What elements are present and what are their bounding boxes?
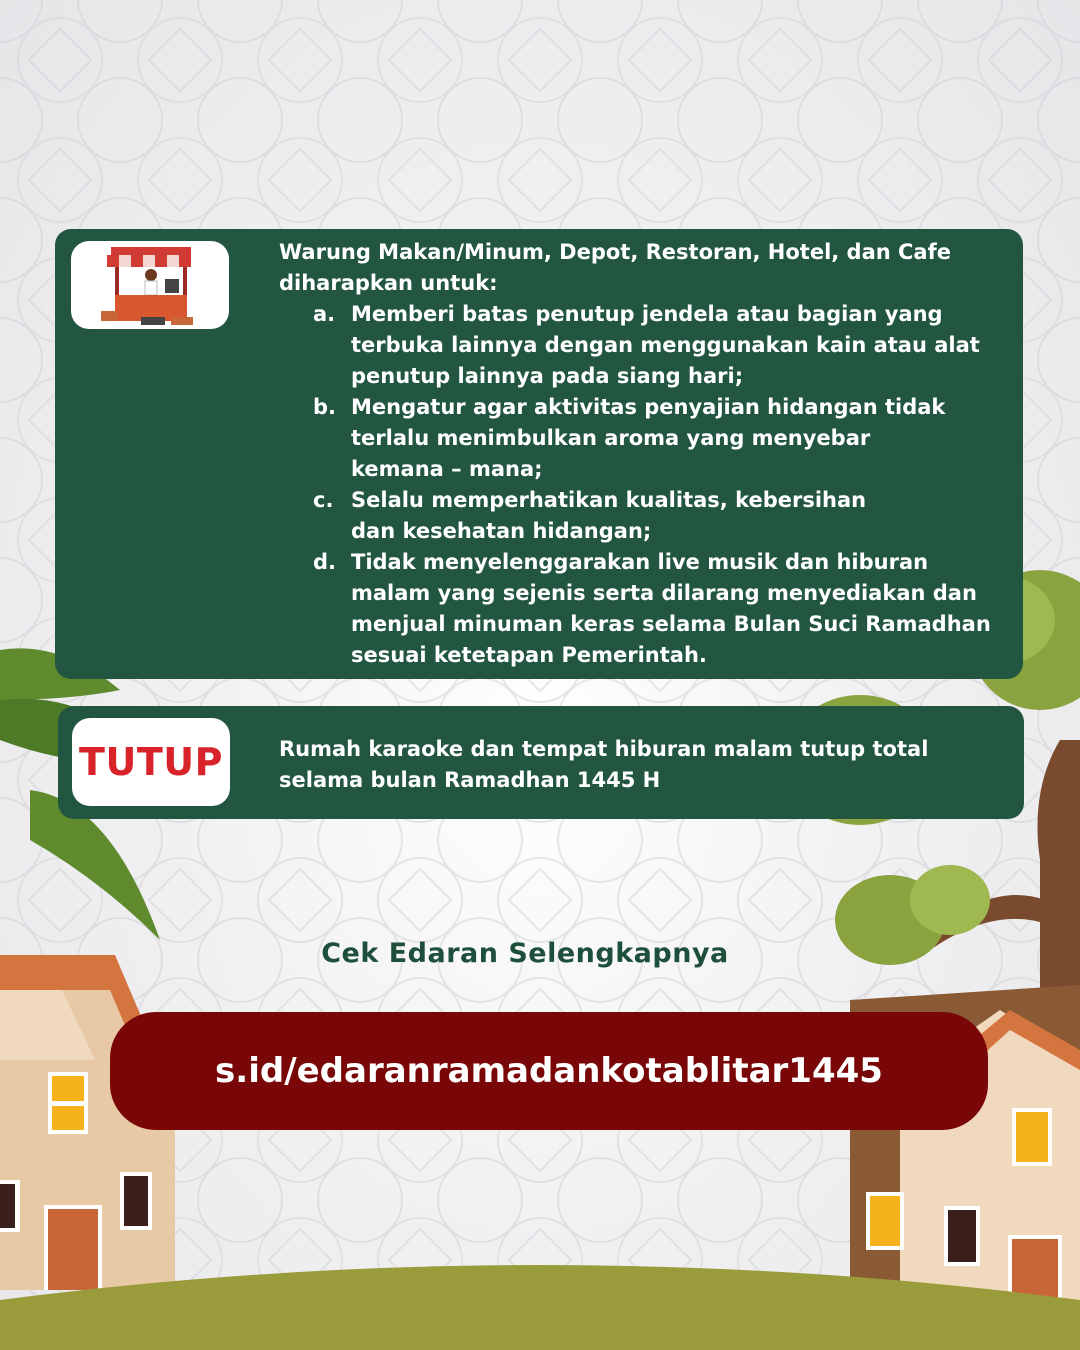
list-item-letter: b. <box>313 395 337 419</box>
cta-label: Cek Edaran Selengkapnya <box>321 938 729 969</box>
rules-intro: Warung Makan/Minum, Depot, Restoran, Hotel, dan Cafe diharapkan untuk: <box>279 240 951 295</box>
edaran-link[interactable]: s.id/edaranramadankotablitar1445 <box>110 1012 988 1130</box>
tutup-badge <box>72 718 230 806</box>
tutup-badge-label: TUTUP <box>79 740 223 784</box>
market-stall-icon <box>71 241 229 329</box>
list-item <box>313 299 1013 392</box>
close-card-text: Rumah karaoke dan tempat hiburan malam tutup total selama bulan Ramadhan 1445 H <box>279 737 929 792</box>
list-item-letter: a. <box>313 302 336 326</box>
list-item <box>313 485 1013 547</box>
list-item-letter: d. <box>313 550 337 574</box>
list-item-text: Tidak menyelenggarakan live musik dan hiburan malam yang sejenis serta dilarang menyediakan dan menjual minuman keras selama Bulan Suci Ramadhan sesuai ketetapan Pemerintah. <box>351 550 991 667</box>
rules-card <box>55 229 1023 679</box>
rules-list <box>313 299 1013 671</box>
close-card <box>58 706 1024 819</box>
list-item-text: Selalu memperhatikan kualitas, kebersihan dan kesehatan hidangan; <box>351 488 867 543</box>
list-item-letter: c. <box>313 488 334 512</box>
list-item-text: Memberi batas penutup jendela atau bagian yang terbuka lainnya dengan menggunakan kain atau alat penutup lainnya pada siang hari; <box>351 302 980 388</box>
list-item <box>313 392 1013 485</box>
list-item <box>313 547 1013 671</box>
list-item-text: Mengatur agar aktivitas penyajian hidangan tidak terlalu menimbulkan aroma yang menyebar kemana – mana; <box>351 395 946 481</box>
market-stall-icon-box <box>71 241 229 329</box>
